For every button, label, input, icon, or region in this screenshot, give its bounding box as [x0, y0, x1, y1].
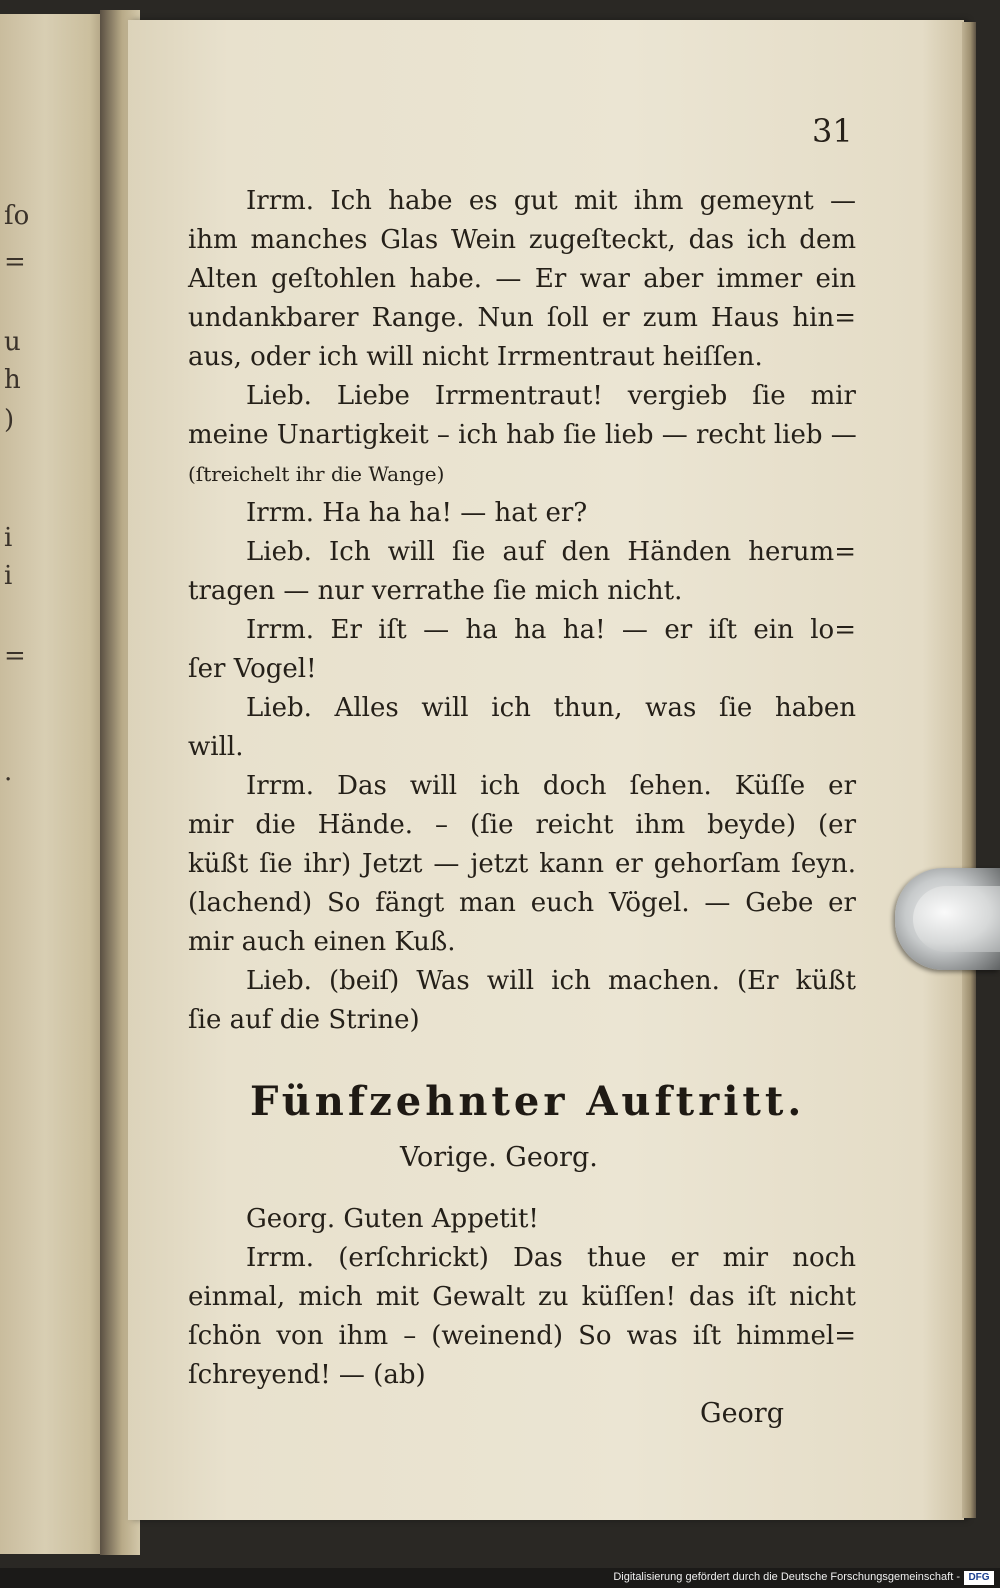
metal-page-clip-inner: [913, 886, 1000, 952]
text-line: ſie auf die Strine): [188, 1005, 420, 1035]
text-line: Lieb. Liebe Irrmentraut! vergieb ſie mir: [246, 381, 856, 411]
scene-heading: Fünfzehnter Auftritt.: [250, 1078, 806, 1125]
catchword: Georg: [700, 1398, 784, 1429]
text-line: Alten geſtohlen habe. — Er war aber immer ein: [188, 264, 856, 294]
text-line: Irrm. Ich habe es gut mit ihm gemeynt —: [246, 186, 856, 216]
margin-glyph: i: [4, 561, 13, 591]
text-line: ſchön von ihm – (weinend) So was iſt himmel=: [188, 1321, 856, 1351]
page-number: 31: [812, 112, 853, 150]
text-line: Irrm. Er iſt — ha ha ha! — er iſt ein lo=: [246, 615, 856, 645]
text-line: aus, oder ich will nicht Irrmentraut heiſſen.: [188, 342, 763, 372]
margin-glyph: h: [4, 365, 21, 395]
text-line: einmal, mich mit Gewalt zu küſſen! das iſt nicht: [188, 1282, 856, 1312]
text-line: Irrm. (erſchrickt) Das thue er mir noch: [246, 1243, 856, 1273]
dfg-logo: DFG: [964, 1571, 994, 1585]
text-line: ſchreyend! — (ab): [188, 1360, 426, 1390]
text-line: küßt ſie ihr) Jetzt — jetzt kann er gehorſam ſeyn.: [188, 849, 856, 879]
margin-glyph: u: [4, 327, 21, 357]
margin-glyph: ): [4, 405, 15, 435]
text-line: (lachend) So fängt man euch Vögel. — Gebe er: [188, 888, 856, 918]
text-line: Lieb. (beiſ) Was will ich machen. (Er küßt: [246, 966, 856, 996]
margin-glyph: .: [4, 757, 13, 787]
left-page-edge: [0, 14, 112, 1554]
footer-credit: Digitalisierung gefördert durch die Deutsche Forschungsgemeinschaft -: [613, 1571, 960, 1583]
margin-glyph: i: [4, 523, 13, 553]
margin-glyph: ſo: [4, 201, 30, 231]
text-line: mir die Hände. – (ſie reicht ihm beyde) (er: [188, 810, 856, 840]
text-line: undankbarer Range. Nun ſoll er zum Haus hin=: [188, 303, 856, 333]
text-line: Lieb. Alles will ich thun, was ſie haben: [246, 693, 856, 723]
text-line: Irrm. Ha ha ha! — hat er?: [246, 498, 588, 528]
dialogue-text-block: [188, 182, 856, 1040]
text-line: Georg. Guten Appetit!: [246, 1204, 539, 1234]
text-line: mir auch einen Kuß.: [188, 927, 456, 957]
text-line: tragen — nur verrathe ſie mich nicht.: [188, 576, 683, 606]
metal-page-clip: [895, 868, 1000, 970]
text-line: meine Unartigkeit – ich hab ſie lieb — recht lieb —: [188, 420, 857, 450]
page-edge: [962, 22, 976, 1518]
text-line: ihm manches Glas Wein zugeſteckt, das ich dem: [188, 225, 856, 255]
margin-glyph: =: [4, 247, 26, 277]
text-line: Lieb. Ich will ſie auf den Händen herum=: [246, 537, 856, 567]
text-line: (ſtreichelt ihr die Wange): [188, 462, 445, 486]
dialogue-text-block-2: [188, 1200, 856, 1395]
margin-glyph: =: [4, 641, 26, 671]
text-line: will.: [188, 732, 244, 762]
text-line: ſer Vogel!: [188, 654, 317, 684]
text-line: Irrm. Das will ich doch ſehen. Küſſe er: [246, 771, 856, 801]
scene-cast: Vorige. Georg.: [400, 1142, 598, 1173]
